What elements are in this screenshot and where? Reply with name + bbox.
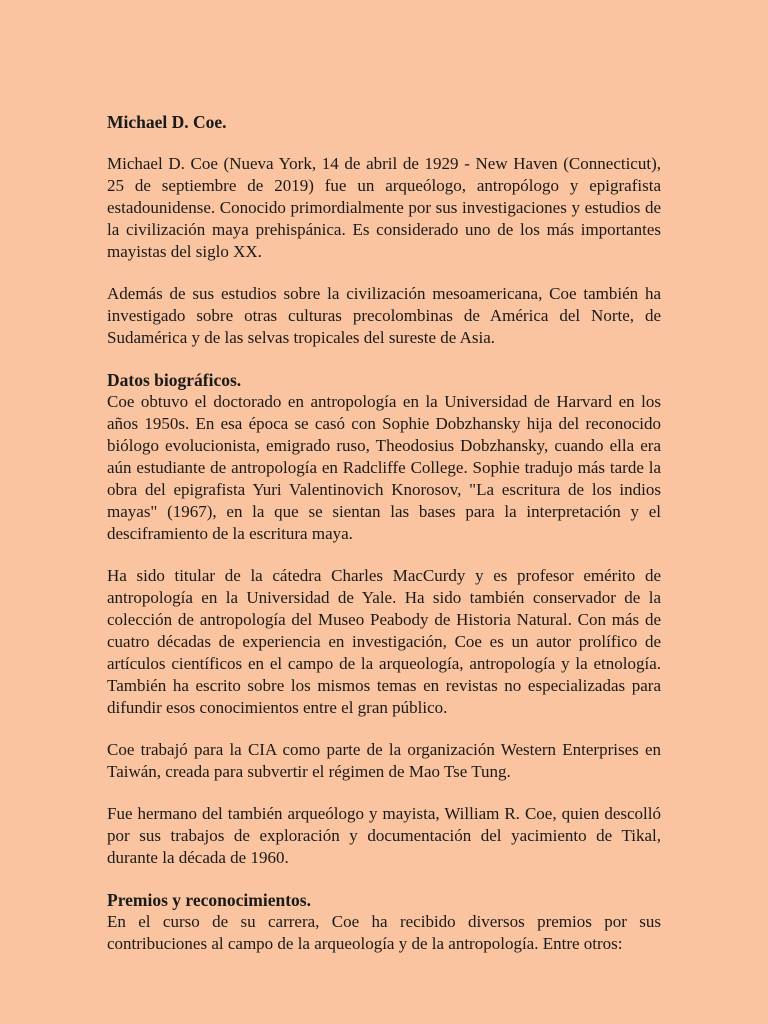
intro-paragraph-1: Michael D. Coe (Nueva York, 14 de abril de 1929 - New Haven (Connecticut), 25 de septiembre de 2019) fue un arqueólogo, antropólogo y epigrafista estadounidense. Conocido primordialmente por sus investigaciones y estudios de la civilización maya prehispánica. Es considerado uno de los más importantes mayistas del siglo XX.: [107, 154, 661, 261]
section-heading-premios: Premios y reconocimientos.: [107, 890, 311, 910]
section-1-paragraph-3: Coe trabajó para la CIA como parte de la organización Western Enterprises en Taiwán, creada para subvertir el régimen de Mao Tse Tung.: [107, 740, 661, 781]
section-2-paragraph-1: En el curso de su carrera, Coe ha recibido diversos premios por sus contribuciones al campo de la arqueología y de la antropología. Entre otros:: [107, 912, 661, 953]
section-1-paragraph-1: Coe obtuvo el doctorado en antropología en la Universidad de Harvard en los años 1950s. En esa época se casó con Sophie Dobzhansky hija del reconocido biólogo evolucionista, emigrado ruso, Theodosius Dobzhansky, cuando ella era aún estudiante de antropología en Radcliffe College. Sophie tradujo más tarde la obra del epigrafista Yuri Valentinovich Knorosov, "La escritura de los indios mayas" (1967), en la que se sientan las bases para la interpretación y el desciframiento de la escritura maya.: [107, 392, 661, 543]
section-1-paragraph-4: Fue hermano del también arqueólogo y mayista, William R. Coe, quien descolló por sus trabajos de exploración y documentación del yacimiento de Tikal, durante la década de 1960.: [107, 804, 661, 867]
document-title: Michael D. Coe.: [107, 112, 227, 132]
section-1-paragraph-2: Ha sido titular de la cátedra Charles MacCurdy y es profesor emérito de antropología en la Universidad de Yale. Ha sido también conservador de la colección de antropología del Museo Peabody de Historia Natural. Con más de cuatro décadas de experiencia en investigación, Coe es un autor prolífico de artículos científicos en el campo de la arqueología, antropología y la etnología. También ha escrito sobre los mismos temas en revistas no especializadas para difundir esos conocimientos entre el gran público.: [107, 566, 661, 717]
intro-paragraph-2: Además de sus estudios sobre la civilización mesoamericana, Coe también ha investigado sobre otras culturas precolombinas de América del Norte, de Sudamérica y de las selvas tropicales del sureste de Asia.: [107, 284, 661, 347]
section-heading-datos-biograficos: Datos biográficos.: [107, 370, 242, 390]
